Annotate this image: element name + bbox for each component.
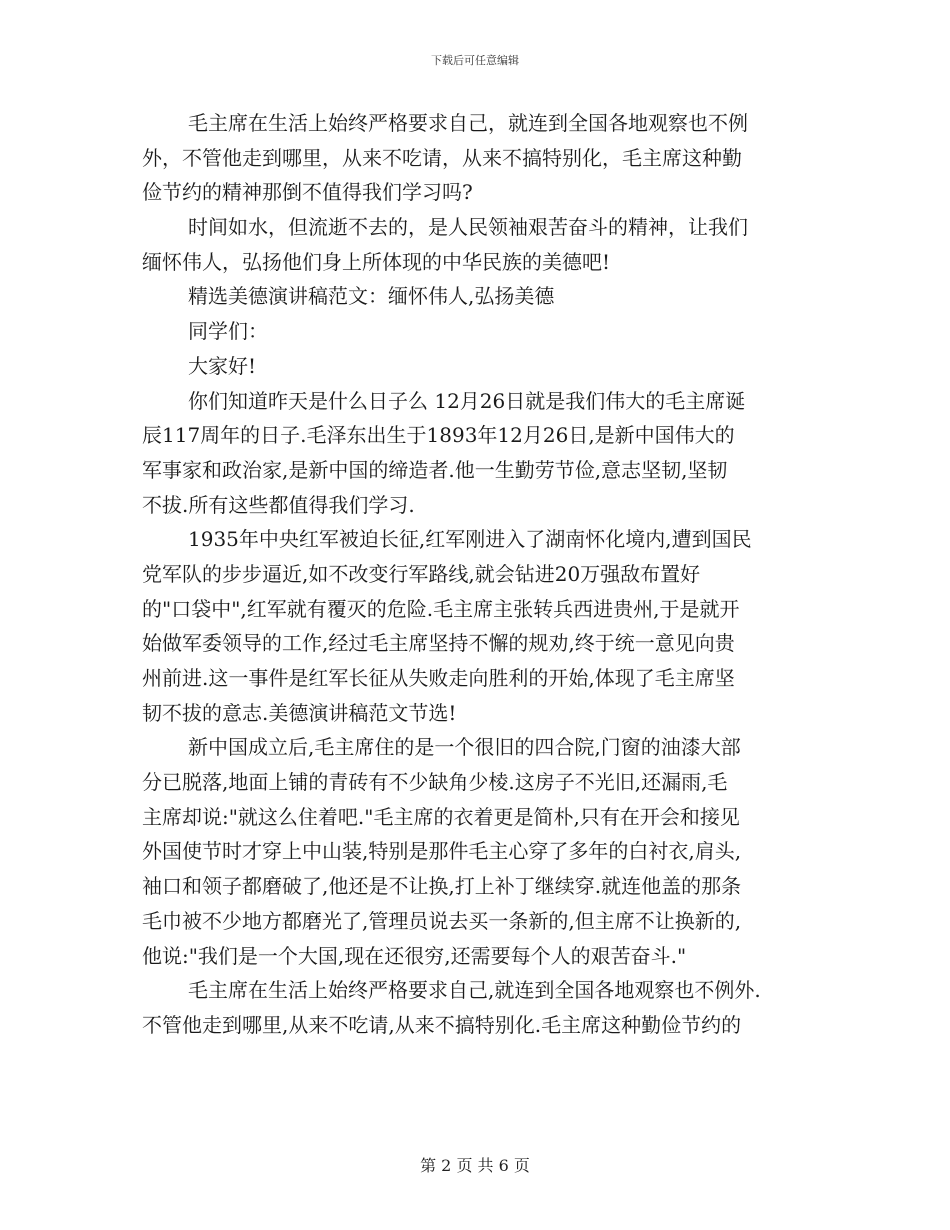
text-line: 毛主席在生活上始终严格要求自己,就连到全国各地观察也不例外. xyxy=(188,978,761,1003)
text-line: 韧不拔的意志.美德演讲稿范文节选! xyxy=(142,700,457,725)
text-line: 毛主席在生活上始终严格要求自己，就连到全国各地观察也不例 xyxy=(188,111,748,135)
document-body xyxy=(142,106,812,1043)
text-line: 州前进.这一事件是红军长征从失败走向胜利的开始,体现了毛主席坚 xyxy=(142,666,735,690)
text-line: 同学们： xyxy=(188,319,268,344)
text-line: 时间如水，但流逝不去的，是人民领袖艰苦奋斗的精神，让我们 xyxy=(188,215,748,240)
text-line: 新中国成立后,毛主席住的是一个很旧的四合院,门窗的油漆大部 xyxy=(188,735,741,760)
page-footer: 第 2 页 共 6 页 xyxy=(420,1156,530,1175)
text-line: 不拔.所有这些都值得我们学习. xyxy=(142,492,415,517)
text-line: 主席却说:"就这么住着吧."毛主席的衣着更是简朴,只有在开会和接见 xyxy=(142,804,740,829)
text-line: 外，不管他走到哪里，从来不吃请，从来不搞特别化，毛主席这种勤 xyxy=(142,145,742,170)
page-header: 下载后可任意编辑 xyxy=(431,54,519,67)
text-line: 分已脱落,地面上铺的青砖有不少缺角少棱.这房子不光旧,还漏雨,毛 xyxy=(142,770,728,795)
text-line: 党军队的步步逼近,如不改变行军路线,就会钻进20万强敌布置好 xyxy=(142,561,701,586)
text-line: 不管他走到哪里,从来不吃请,从来不搞特别化.毛主席这种勤俭节约的 xyxy=(142,1012,742,1037)
text-line: 精选美德演讲稿范文：缅怀伟人,弘扬美德 xyxy=(188,284,555,309)
text-line: 毛巾被不少地方都磨光了,管理员说去买一条新的,但主席不让换新的, xyxy=(142,908,742,933)
text-line: 他说:"我们是一个大国,现在还很穷,还需要每个人的艰苦奋斗." xyxy=(142,943,687,968)
text-line: 俭节约的精神那倒不值得我们学习吗? xyxy=(142,180,473,205)
text-line: 外国使节时才穿上中山装,特别是那件毛主心穿了多年的白衬衣,肩头, xyxy=(142,839,742,864)
text-line: 军事家和政治家,是新中国的缔造者.他一生勤劳节俭,意志坚韧,坚韧 xyxy=(142,457,728,482)
text-line: 的"口袋中",红军就有覆灭的危险.毛主席主张转兵西进贵州,于是就开 xyxy=(142,596,740,621)
text-line: 缅怀伟人，弘扬他们身上所体现的中华民族的美德吧! xyxy=(142,249,611,274)
text-line: 你们知道昨天是什么日子么 12月26日就是我们伟大的毛主席诞 xyxy=(188,388,746,413)
text-line: 始做军委领导的工作,经过毛主席坚持不懈的规劝,终于统一意见向贵 xyxy=(142,631,735,656)
text-line: 大家好! xyxy=(188,353,257,378)
text-line: 1935年中央红军被迫长征,红军刚进入了湖南怀化境内,遭到国民 xyxy=(188,527,752,552)
text-line: 袖口和领子都磨破了,他还是不让换,打上补丁继续穿.就连他盖的那条 xyxy=(142,874,742,899)
text-line: 辰117周年的日子.毛泽东出生于1893年12月26日,是新中国伟大的 xyxy=(142,423,735,448)
